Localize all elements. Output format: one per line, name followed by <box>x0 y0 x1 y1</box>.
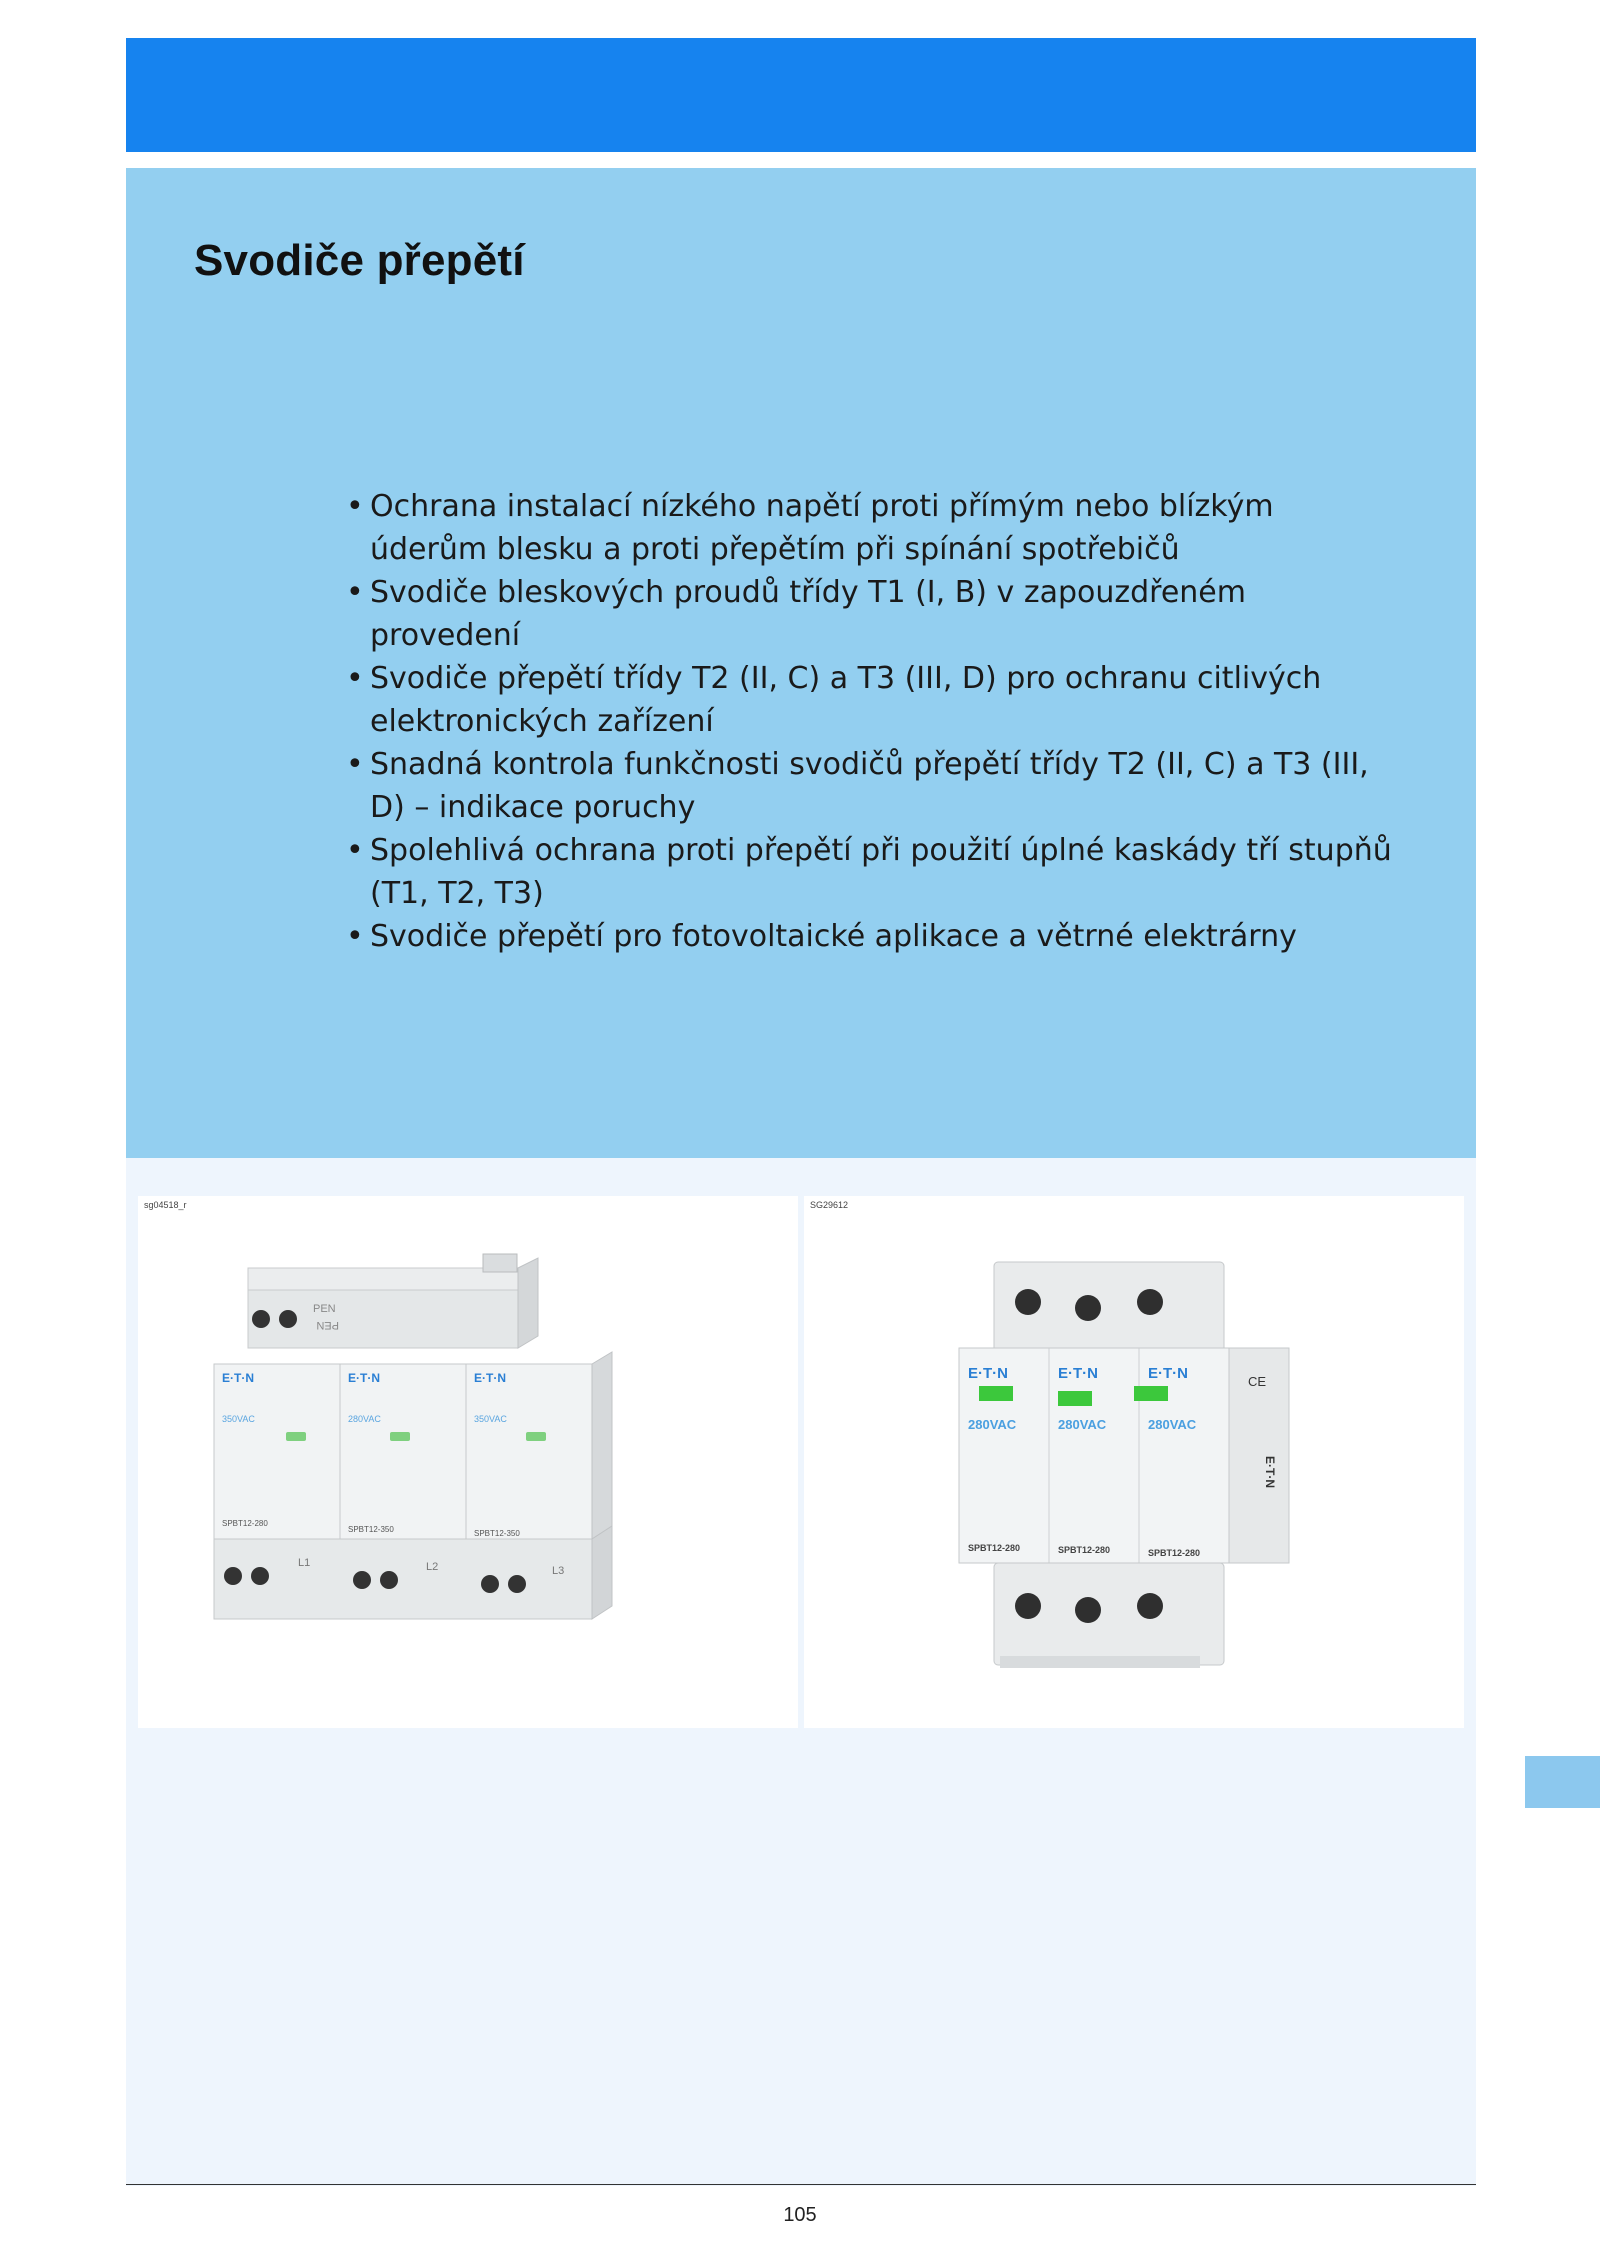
list-item-text: Spolehlivá ochrana proti přepětí při použití úplné kaskády tří stupňů (T1, T2, T3) <box>370 833 1392 911</box>
product-photo-arrester-3pole <box>804 1196 1464 1728</box>
brand-logo-text: E·T·N <box>474 1371 506 1385</box>
list-item-text: Ochrana instalací nízkého napětí proti přímým nebo blízkým úderům blesku a proti přepětím při spínání spotřebičů <box>370 489 1274 567</box>
pen-terminal-label-mirrored: PEN <box>316 1319 339 1331</box>
list-item-text: Svodiče přepětí pro fotovoltaické aplikace a větrné elektrárny <box>370 919 1297 954</box>
bullet-icon: • <box>346 661 364 696</box>
photo-code: SG29612 <box>810 1200 849 1210</box>
feature-list <box>346 485 1396 958</box>
bullet-icon: • <box>346 575 364 610</box>
bullet-icon: • <box>346 489 364 524</box>
ce-mark: CE <box>1248 1374 1267 1389</box>
list-item <box>346 657 1396 743</box>
model-label: SPBT12-280 <box>222 1519 268 1528</box>
page-title: Svodiče přepětí <box>194 236 525 285</box>
model-label: SPBT12-280 <box>968 1543 1021 1553</box>
list-item <box>346 829 1396 915</box>
footer-divider <box>126 2184 1476 2185</box>
model-label: SPBT12-350 <box>348 1525 394 1534</box>
module-3 <box>466 1364 592 1539</box>
brand-logo-vertical: E·T·N <box>1263 1456 1277 1488</box>
list-item-text: Snadná kontrola funkčnosti svodičů přepětí třídy T2 (II, C) a T3 (III, D) – indikace poruchy <box>370 747 1369 825</box>
voltage-label: 280VAC <box>348 1414 381 1424</box>
list-item-text: Svodiče bleskových proudů třídy T1 (I, B) v zapouzdřeném provedení <box>370 575 1246 653</box>
module-2 <box>340 1364 466 1539</box>
top-color-bar <box>126 38 1476 152</box>
bullet-icon: • <box>346 919 364 954</box>
brand-logo-text: E·T·N <box>968 1365 1008 1382</box>
list-item <box>346 915 1396 958</box>
list-item <box>346 485 1396 571</box>
brand-logo-text: E·T·N <box>1148 1365 1188 1382</box>
model-label: SPBT12-280 <box>1058 1545 1111 1555</box>
model-label: SPBT12-350 <box>474 1529 520 1538</box>
chapter-side-tab <box>1525 1756 1600 1808</box>
brand-logo-text: E·T·N <box>1058 1365 1098 1382</box>
voltage-label: 280VAC <box>1058 1417 1107 1432</box>
surge-arrester-4pole-illustration <box>138 1196 798 1728</box>
list-item-text: Svodiče přepětí třídy T2 (II, C) a T3 (III, D) pro ochranu citlivých elektronických zařízení <box>370 661 1322 739</box>
hero-panel <box>126 168 1476 1158</box>
voltage-label: 350VAC <box>474 1414 507 1424</box>
list-item <box>346 571 1396 657</box>
terminal-label-l2: L2 <box>426 1561 439 1573</box>
page-number: 105 <box>783 2204 817 2226</box>
model-label: SPBT12-280 <box>1148 1548 1201 1558</box>
pen-terminal-label: PEN <box>313 1303 336 1315</box>
photo-code: sg04518_r <box>144 1200 187 1210</box>
terminal-label-l3: L3 <box>552 1565 565 1577</box>
product-photo-arrester-4pole <box>138 1196 798 1728</box>
bullet-icon: • <box>346 833 364 868</box>
brand-logo-text: E·T·N <box>222 1371 254 1385</box>
voltage-label: 350VAC <box>222 1414 255 1424</box>
module-1 <box>214 1364 340 1539</box>
brand-logo-text: E·T·N <box>348 1371 380 1385</box>
bullet-icon: • <box>346 747 364 782</box>
terminal-label-l1: L1 <box>298 1557 311 1569</box>
voltage-label: 280VAC <box>1148 1417 1197 1432</box>
surge-arrester-3pole-illustration <box>804 1196 1464 1728</box>
product-photo-section <box>126 1158 1476 2186</box>
voltage-label: 280VAC <box>968 1417 1017 1432</box>
list-item <box>346 743 1396 829</box>
